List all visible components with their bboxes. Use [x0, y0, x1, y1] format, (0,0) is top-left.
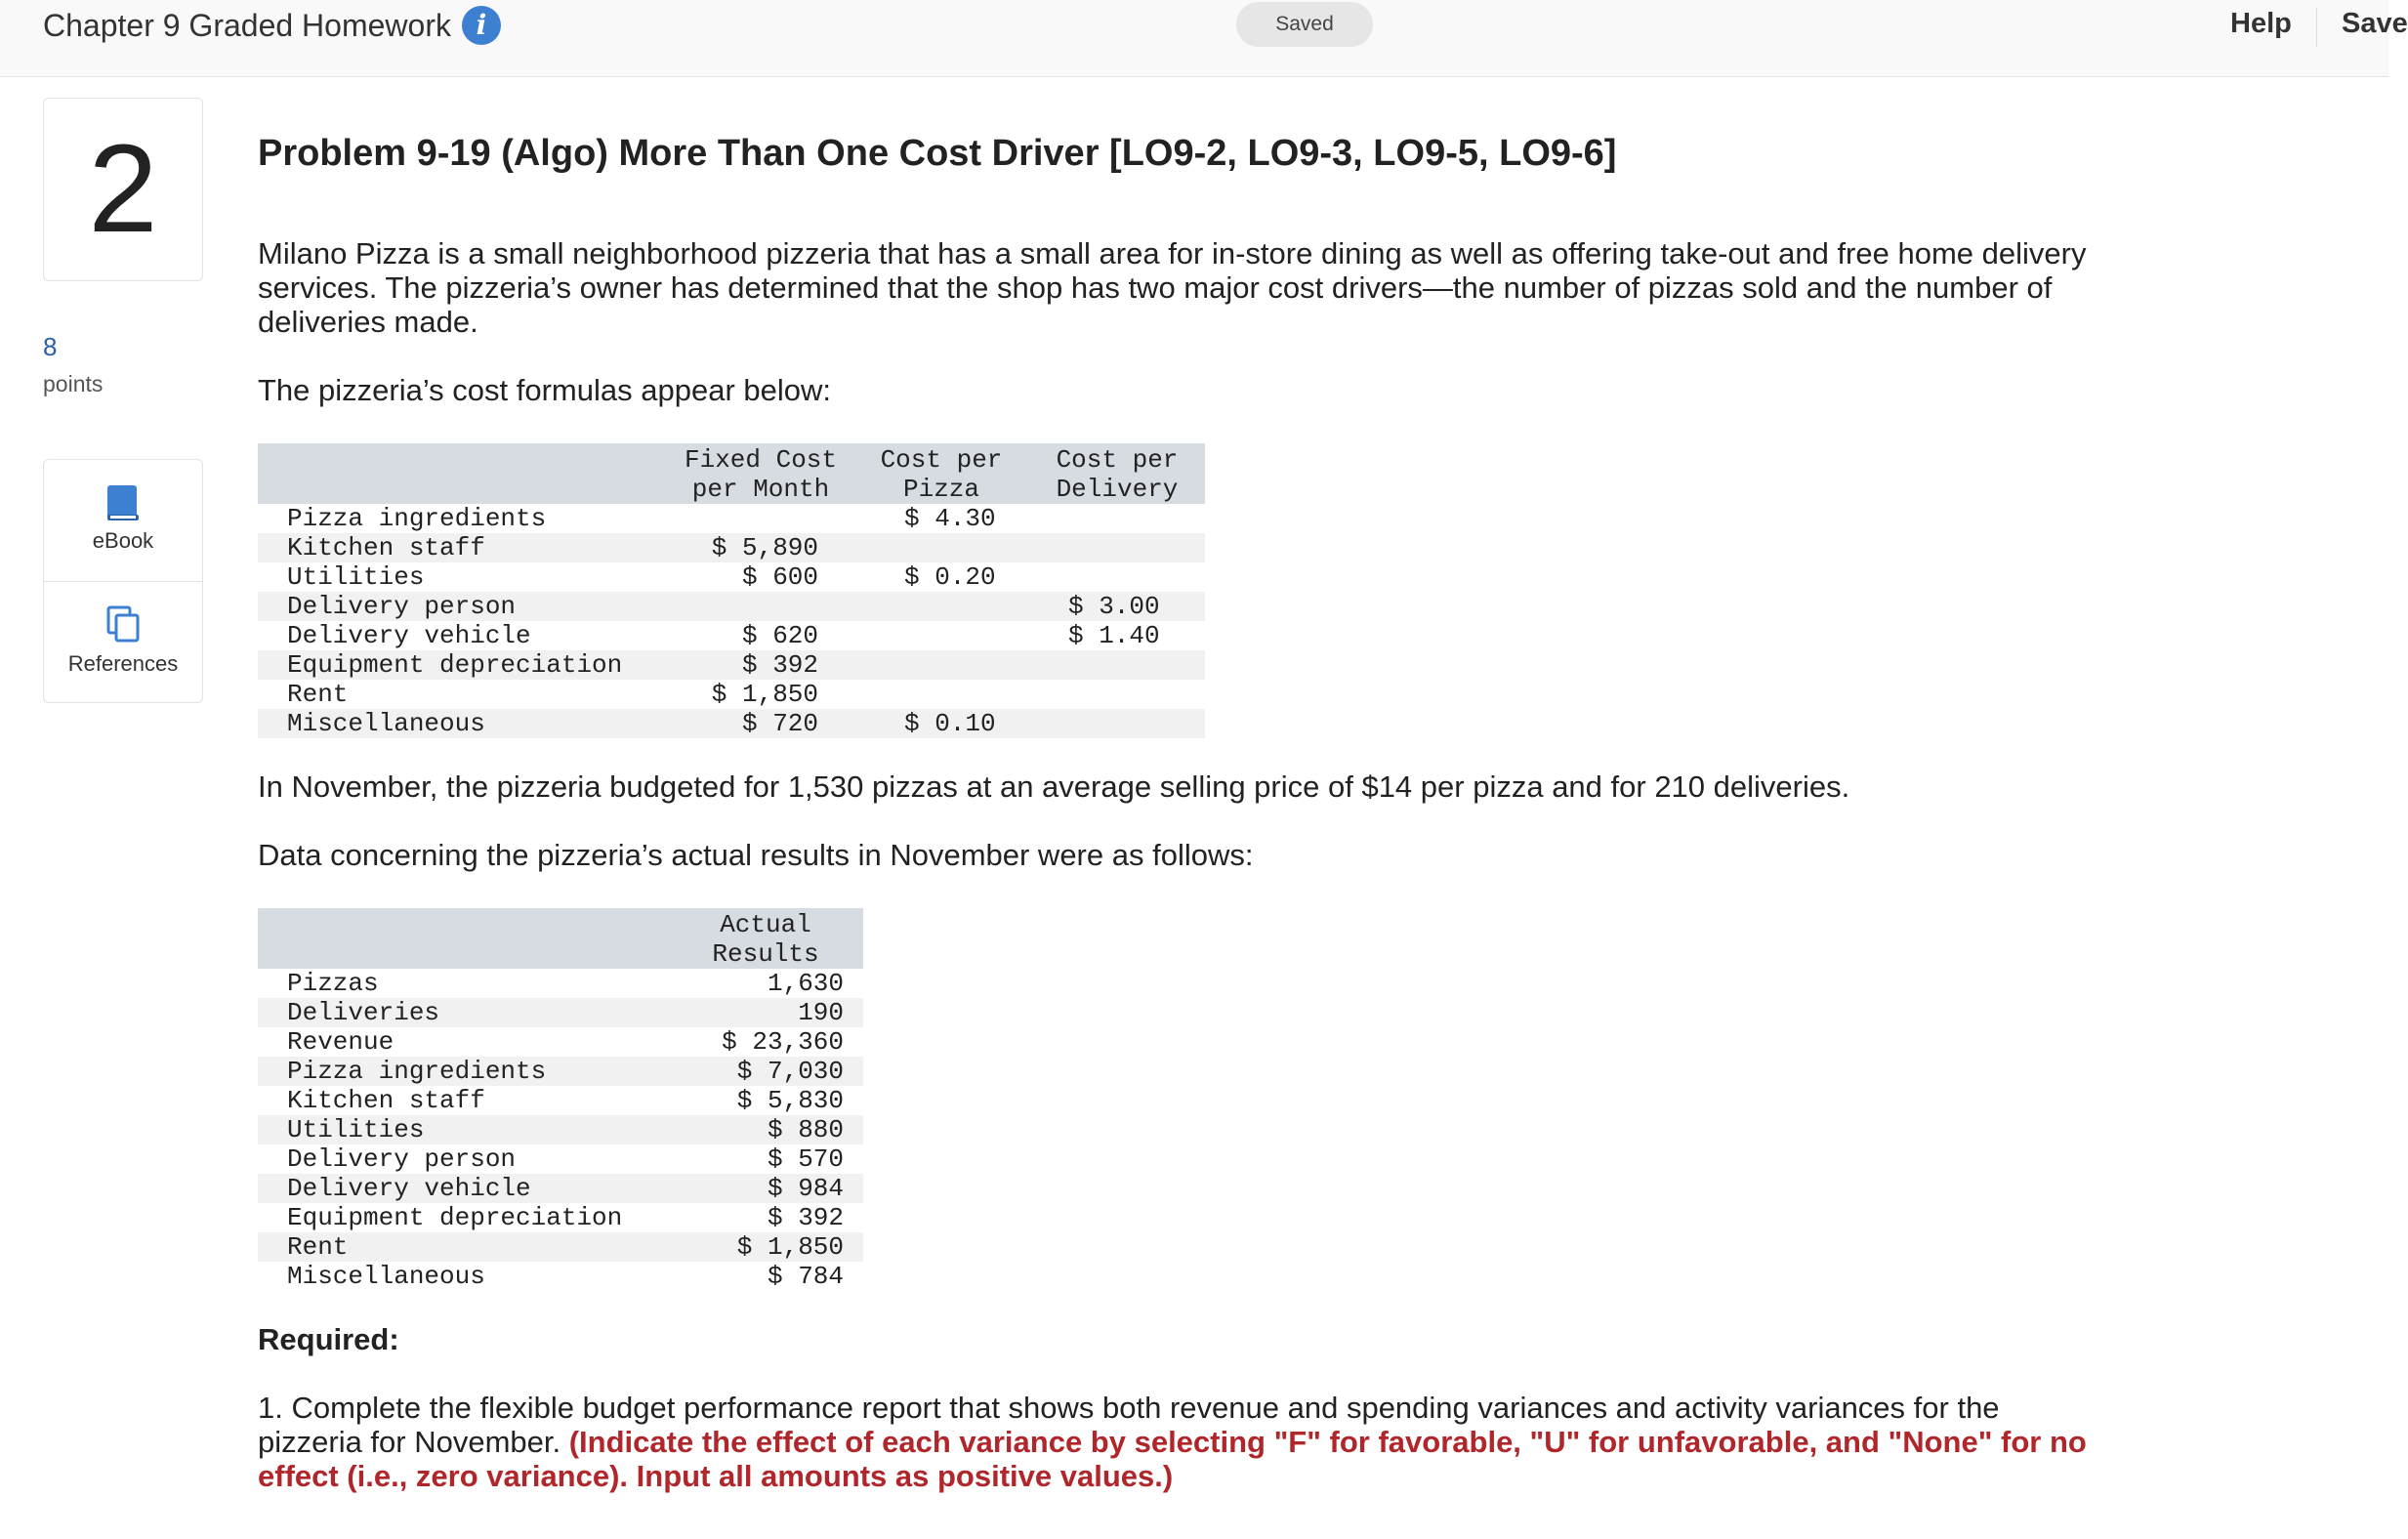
fixed-cost-cell: $ 720 — [668, 709, 853, 738]
row-label: Delivery person — [258, 592, 668, 621]
actual-value-cell: $ 784 — [767, 1262, 844, 1291]
table-row — [258, 1232, 863, 1262]
requirement-1 — [258, 1391, 2094, 1493]
row-label: Miscellaneous — [287, 1262, 485, 1291]
saved-status-badge: Saved — [1236, 2, 1373, 47]
table-header-row — [258, 443, 1205, 504]
cost-per-delivery-cell — [1029, 504, 1205, 533]
table-row — [258, 504, 1205, 533]
cost-per-delivery-cell: $ 3.00 — [1029, 592, 1205, 621]
resources-panel — [43, 459, 203, 703]
row-label: Kitchen staff — [258, 533, 668, 562]
cost-formulas-table — [258, 443, 1205, 738]
ebook-label: eBook — [92, 528, 154, 553]
row-label: Pizza ingredients — [258, 1057, 668, 1086]
references-label: References — [67, 651, 179, 676]
actual-value-cell: $ 23,360 — [722, 1027, 844, 1057]
fixed-cost-cell: $ 1,850 — [711, 680, 818, 709]
ebook-button[interactable] — [44, 460, 202, 582]
row-label: Equipment depreciation — [287, 1203, 623, 1232]
table-row — [258, 998, 863, 1027]
row-label: Delivery vehicle — [287, 621, 531, 650]
actual-results-table — [258, 908, 863, 1291]
table-row — [258, 1115, 863, 1144]
row-label: Rent — [287, 680, 349, 709]
formulas-intro: The pizzeria’s cost formulas appear below: — [258, 373, 831, 407]
help-button[interactable]: Help — [2230, 8, 2292, 39]
top-bar — [0, 0, 2408, 77]
cost-per-pizza-cell: $ 0.10 — [853, 709, 1029, 738]
actual-value-cell: $ 880 — [668, 1115, 863, 1144]
row-label: Miscellaneous — [258, 709, 668, 738]
row-label: Rent — [258, 1232, 668, 1262]
points-value: 8 — [43, 332, 58, 361]
table-row — [258, 1086, 863, 1115]
table-header-row — [258, 908, 863, 969]
cost-per-delivery-cell — [1029, 562, 1205, 592]
fixed-cost-cell: $ 5,890 — [668, 533, 853, 562]
requirement-1-instruction: (Indicate the effect of each variance by selecting "F" for favorable, "U" for unfavorable, and "None" for no effect (i.e., zero variance). Input all amounts as positive values.) — [258, 1425, 2087, 1493]
label-column-header — [258, 908, 668, 969]
row-label: Utilities — [287, 562, 425, 592]
header-line: Pizza — [902, 475, 979, 504]
cost-per-delivery-cell — [1029, 709, 1205, 738]
table-row — [258, 1203, 863, 1232]
cost-per-delivery-cell: $ 1.40 — [1068, 621, 1160, 650]
cost-per-pizza-cell: $ 4.30 — [904, 504, 996, 533]
cost-per-pizza-cell — [853, 592, 1029, 621]
row-label: Kitchen staff — [287, 1086, 485, 1115]
table-row — [258, 969, 863, 998]
table-row — [258, 621, 1205, 650]
table-row — [258, 650, 1205, 680]
actual-value-cell: 190 — [668, 998, 863, 1027]
fixed-cost-cell: $ 600 — [741, 562, 818, 592]
table-row — [258, 592, 1205, 621]
table-row — [258, 1174, 863, 1203]
table-row — [258, 1057, 863, 1086]
fixed-cost-cell: $ 620 — [741, 621, 818, 650]
fixed-cost-header — [668, 443, 853, 504]
row-label: Utilities — [258, 1115, 668, 1144]
assignment-title: Chapter 9 Graded Homework — [43, 8, 451, 43]
table-row — [258, 709, 1205, 738]
cost-per-pizza-cell — [853, 533, 1029, 562]
row-label: Pizzas — [287, 969, 379, 998]
info-icon[interactable]: i — [462, 6, 501, 45]
actual-value-cell: 1,630 — [767, 969, 844, 998]
budget-text: In November, the pizzeria budgeted for 1,530 pizzas at an average selling price of $14 per pizza and for 210 deliveries. — [258, 770, 1850, 804]
cost-per-pizza-cell: $ 0.20 — [904, 562, 996, 592]
points-label: points — [43, 371, 104, 396]
actual-value-cell: $ 570 — [767, 1144, 844, 1174]
actual-value-cell: $ 984 — [668, 1174, 863, 1203]
question-number: 2 — [43, 98, 203, 281]
row-label: Delivery person — [287, 1144, 517, 1174]
table-row — [258, 1144, 863, 1174]
actual-value-cell: $ 1,850 — [668, 1232, 863, 1262]
table-row — [258, 680, 1205, 709]
required-heading: Required: — [258, 1322, 399, 1356]
cost-per-delivery-cell — [1029, 533, 1205, 562]
cost-per-pizza-header — [853, 443, 1029, 504]
header-line: per Month — [691, 475, 830, 504]
cost-per-delivery-cell — [1029, 680, 1205, 709]
requirement-1-text: 1. Complete the flexible budget performance report that shows both revenue and spending variances and activity variances for the pizzeria for November. — [258, 1391, 2000, 1459]
header-line: Cost per — [880, 445, 1003, 475]
cost-per-delivery-cell — [1029, 650, 1205, 680]
cost-per-pizza-cell — [853, 680, 1029, 709]
actual-results-header — [668, 908, 863, 969]
header-line: Cost per — [1056, 445, 1179, 475]
header-line: Delivery — [1056, 475, 1179, 504]
references-button[interactable] — [44, 581, 202, 702]
actual-intro: Data concerning the pizzeria’s actual results in November were as follows: — [258, 838, 1254, 872]
save-exit-button[interactable]: Save — [2342, 8, 2408, 39]
row-label: Delivery vehicle — [258, 1174, 668, 1203]
label-column-header — [258, 443, 668, 504]
cost-per-delivery-header — [1029, 443, 1205, 504]
documents-icon — [104, 604, 142, 644]
fixed-cost-cell — [668, 592, 853, 621]
row-label: Equipment depreciation — [258, 650, 668, 680]
actual-value-cell: $ 7,030 — [668, 1057, 863, 1086]
problem-title: Problem 9-19 (Algo) More Than One Cost Driver [LO9-2, LO9-3, LO9-5, LO9-6] — [258, 133, 1617, 174]
header-line: Actual — [720, 910, 811, 939]
row-label: Deliveries — [258, 998, 668, 1027]
header-line: Fixed Cost — [684, 445, 838, 475]
row-label: Revenue — [287, 1027, 394, 1057]
row-label: Pizza ingredients — [287, 504, 547, 533]
header-line: Results — [712, 939, 819, 969]
actual-value-cell: $ 392 — [767, 1203, 844, 1232]
fixed-cost-cell — [668, 504, 853, 533]
problem-intro: Milano Pizza is a small neighborhood pizzeria that has a small area for in-store dining as well as offering take-out and free home delivery services. The pizzeria’s owner has determined that the shop has two major cost drivers—the number of pizzas sold and the number of deliveries made. — [258, 236, 2087, 339]
cost-per-pizza-cell — [853, 621, 1029, 650]
cost-per-pizza-cell — [853, 650, 1029, 680]
book-icon — [104, 483, 142, 522]
table-row — [258, 1027, 863, 1057]
top-divider — [2316, 8, 2317, 47]
table-row — [258, 1262, 863, 1291]
table-row — [258, 562, 1205, 592]
fixed-cost-cell: $ 392 — [668, 650, 853, 680]
actual-value-cell: $ 5,830 — [736, 1086, 844, 1115]
table-row — [258, 533, 1205, 562]
